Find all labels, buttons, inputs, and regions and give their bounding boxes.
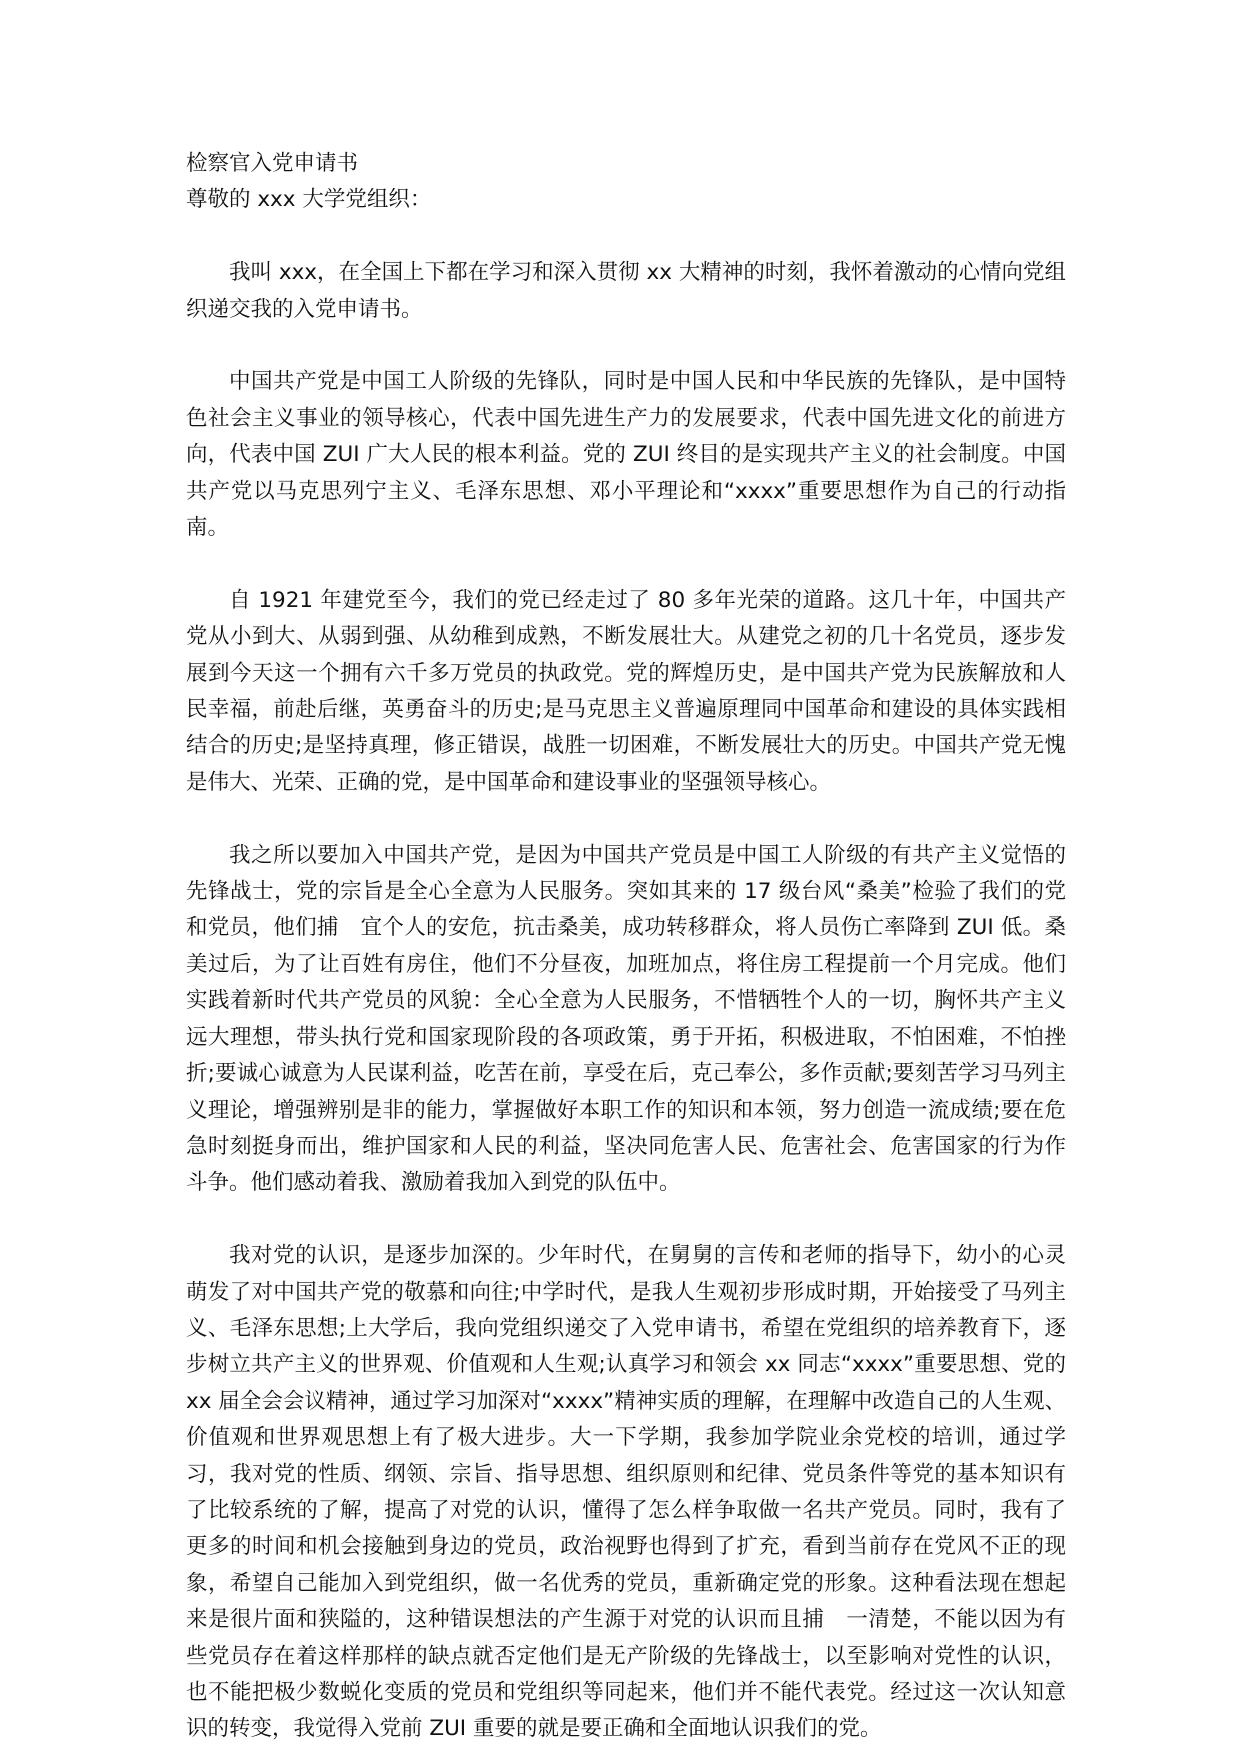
salutation: 尊敬的 xxx 大学党组织： <box>186 187 432 213</box>
paragraph-motivation: 我之所以要加入中国共产党，是因为中国共产党员是中国工人阶级的有共产主义觉悟的先锋战士，党的宗旨是全心全意为人民服务。突如其来的 17 级台风“桑美”检验了我们的党和党员，他们捕 宜个人的安危，抗击桑美，成功转移群众，将人员伤亡率降到 ZUI 低。桑美过后，为了让百姓有房住，他们不分昼夜，加班加点，将住房工程提前一个月完成。他们实践着新时代共产党员的风貌：全心全意为人民服务，不惜牺牲个人的一切，胸怀共产主义远大理想，带头执行党和国家现阶段的各项政策，勇于开拓，积极进取，不怕困难，不怕挫折;要诚心诚意为人民谋利益，吃苦在前，享受在后，克己奉公，多作贡献;要刻苦学习马列主义理论，增强辨别是非的能力，掌握做好本职工作的知识和本领，努力创造一流成绩;要在危急时刻挺身而出，维护国家和人民的利益，坚决同危害人民、危害社会、危害国家的行为作斗争。他们感动着我、激励着我加入到党的队伍中。 <box>186 842 1066 1196</box>
document-body <box>186 146 1066 1748</box>
paragraph-understanding: 我对党的认识，是逐步加深的。少年时代，在舅舅的言传和老师的指导下，幼小的心灵萌发了对中国共产党的敬慕和向往;中学时代，是我人生观初步形成时期，开始接受了马列主义、毛泽东思想;上大学后，我向党组织递交了入党申请书，希望在党组织的培养教育下，逐步树立共产主义的世界观、价值观和人生观;认真学习和领会 xx 同志“xxxx”重要思想、党的 xx 届全会会议精神，通过学习加深对“xxxx”精神实质的理解，在理解中改造自己的人生观、价值观和世界观思想上有了极大进步。大一下学期，我参加学院业余党校的培训，通过学习，我对党的性质、纲领、宗旨、指导思想、组织原则和纪律、党员条件等党的基本知识有了比较系统的了解，提高了对党的认识，懂得了怎么样争取做一名共产党员。同时，我有了更多的时间和机会接触到身边的党员，政治视野也得到了扩充，看到当前存在党风不正的现象，希望自己能加入到党组织，做一名优秀的党员，重新确定党的形象。这种看法现在想起来是很片面和狭隘的，这种错误想法的产生源于对党的认识而且捕 一清楚，不能以因为有些党员存在着这样那样的缺点就否定他们是无产阶级的先锋战士，以至影响对党性的认识，也不能把极少数蜕化变质的党员和党组织等同起来，他们并不能代表党。经过这一次认知意识的转变，我觉得入党前 ZUI 重要的就是要正确和全面地认识我们的党。 <box>186 1243 1066 1742</box>
paragraph-party-history: 自 1921 年建党至今，我们的党已经走过了 80 多年光荣的道路。这几十年，中国共产党从小到大、从弱到强、从幼稚到成熟，不断发展壮大。从建党之初的几十名党员，逐步发展到今天这一个拥有六千多万党员的执政党。党的辉煌历史，是中国共产党为民族解放和人民幸福，前赴后继，英勇奋斗的历史;是马克思主义普遍原理同中国革命和建设的具体实践相结合的历史;是坚持真理，修正错误，战胜一切困难，不断发展壮大的历史。中国共产党无愧是伟大、光荣、正确的党，是中国革命和建设事业的坚强领导核心。 <box>186 587 1066 795</box>
paragraph-introduction: 我叫 xxx，在全国上下都在学习和深入贯彻 xx 大精神的时刻，我怀着激动的心情向党组织递交我的入党申请书。 <box>186 260 1066 322</box>
paragraph-party-nature: 中国共产党是中国工人阶级的先锋队，同时是中国人民和中华民族的先锋队，是中国特色社会主义事业的领导核心，代表中国先进生产力的发展要求，代表中国先进文化的前进方向，代表中国 ZUI 广大人民的根本利益。党的 ZUI 终目的是实现共产主义的社会制度。中国共产党以马克思列宁主义、毛泽东思想、邓小平理论和“xxxx”重要思想作为自己的行动指南。 <box>186 369 1066 541</box>
document-title: 检察官入党申请书 <box>186 151 359 176</box>
